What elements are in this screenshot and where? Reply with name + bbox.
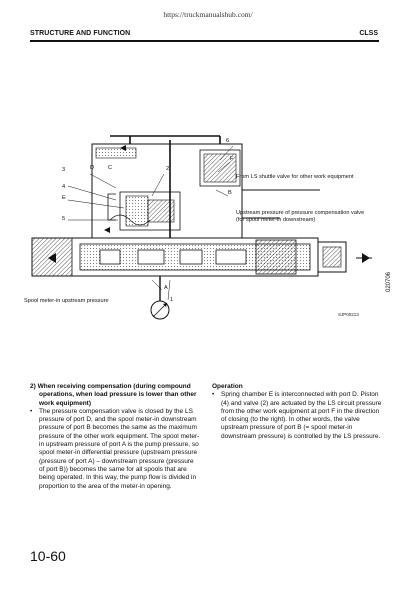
label-upstream-line2: (for spool meter-in downstream) — [236, 217, 316, 223]
right-column — [212, 383, 382, 441]
left-heading-text: When receiving compensation (during compound operations, when load pressure is lower than other work equipment) — [37, 383, 197, 407]
left-bullet-paragraph — [30, 408, 200, 491]
bullet-icon: • — [212, 391, 215, 399]
side-code: 020706 — [386, 271, 392, 292]
left-body-text: The pressure compensation valve is closed by the LS pressure of port D, and the spool meter-in downstream pressure of port B becomes the same as the maximum pressure of the other work equipment. The spool meter-in upstream pressure of port A is the pump pressure, so spool meter-in differential pressure (upstream pressure (pressure of port A) – downstream pressure (pressure of port B)) becomes the same for all spools that are being operated. In this way, the pump flow is divided in proportion to the area of the meter-in opening. — [39, 407, 200, 490]
label-1: 1 — [170, 297, 174, 303]
topic-title: CLSS — [359, 30, 378, 37]
figure-number: SJP00213 — [338, 312, 359, 317]
label-6: 6 — [226, 138, 230, 144]
label-E: E — [62, 195, 66, 201]
right-body-text: Spring chamber E is interconnected with port D. Piston (4) and valve (2) are actuated by the LS circuit pressure from the other work equipment at port F in the direction of closing (to the right). In other words, the valve upstream pressure of port B (= spool meter-in downstream pressure) is controlled by the LS pressure. — [221, 391, 382, 440]
label-from-ls-shuttle: From LS shuttle valve for other work equipment — [236, 174, 354, 180]
label-A: A — [164, 285, 168, 291]
bullet-icon: • — [30, 407, 33, 415]
label-F: F — [230, 156, 234, 162]
label-2: 2 — [166, 166, 170, 172]
label-3: 3 — [62, 167, 66, 173]
right-bullet-paragraph — [212, 391, 382, 441]
compensation-valve-housing — [92, 144, 242, 238]
header-rule — [30, 40, 379, 42]
valve-cross-section-diagram — [20, 130, 390, 330]
left-column — [30, 383, 200, 491]
label-spool-meter-in: Spool meter-in upstream pressure — [24, 298, 109, 304]
operation-heading: Operation — [212, 383, 243, 390]
page-number: 10-60 — [30, 548, 66, 564]
label-C: C — [108, 165, 113, 171]
label-D: D — [90, 165, 95, 171]
label-upstream-line1: Upstream pressure of pressure compensation valve — [236, 210, 365, 216]
left-heading-number: 2) — [30, 383, 36, 390]
label-5: 5 — [62, 216, 66, 222]
section-title: STRUCTURE AND FUNCTION — [30, 30, 131, 37]
label-B: B — [228, 190, 232, 196]
site-url[interactable]: https://truckmanualshub.com/ — [163, 10, 253, 19]
spool-body — [32, 238, 346, 276]
left-heading — [30, 383, 200, 408]
label-4: 4 — [62, 184, 66, 190]
